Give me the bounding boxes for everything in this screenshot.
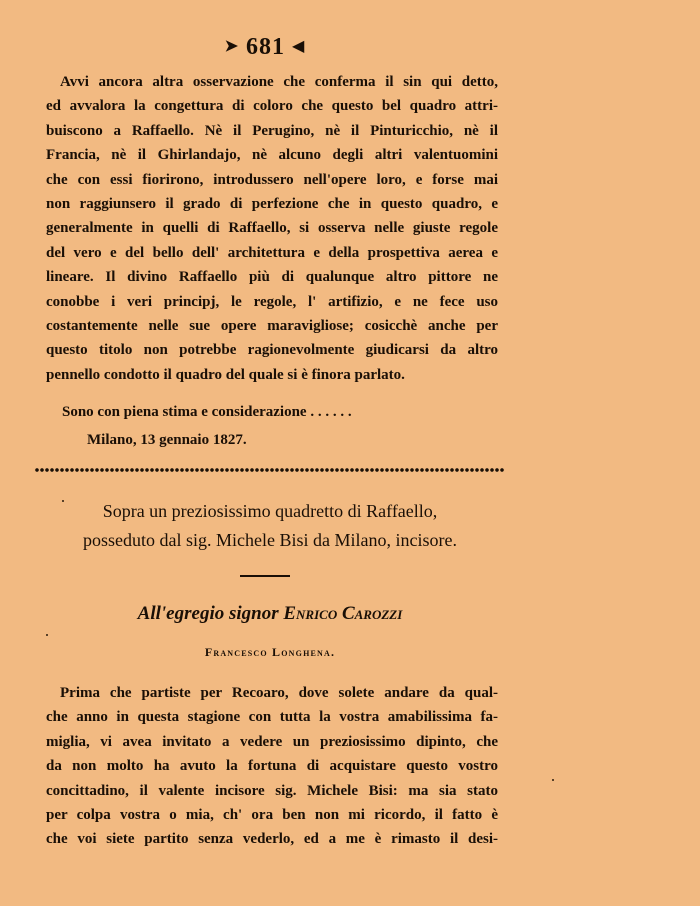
article-title-line-2: posseduto dal sig. Michele Bisi da Milano, incisore. xyxy=(83,530,457,550)
address-line xyxy=(40,600,500,628)
text-line: che con essi fiorirono, introdussero nell'opere loro, e forse mai xyxy=(46,171,498,188)
wavy-separator xyxy=(34,466,504,474)
right-ornament-icon: ◀ xyxy=(292,38,306,55)
letter-2-body xyxy=(46,681,498,852)
address-prefix: All'egregio signor xyxy=(137,603,284,624)
article-title-line-1: Sopra un preziosissimo quadretto di Raffaello, xyxy=(102,501,438,521)
text-line: miglia, vi avea invitato a vedere un preziosissimo dipinto, che xyxy=(46,733,498,750)
text-line: concittadino, il valente incisore sig. Michele Bisi: ma sia stato xyxy=(46,782,498,799)
text-line: conobbe i veri principj, le regole, l' artifizio, e ne fece uso xyxy=(46,293,498,310)
text-line: da non molto ha avuto la fortuna di acquistare questo vostro xyxy=(46,758,498,775)
section-rule xyxy=(240,575,290,577)
text-line: pennello condotto il quadro del quale si è finora parlato. xyxy=(46,366,405,383)
paper-speck xyxy=(46,634,48,636)
text-line: Prima che partiste per Recoaro, dove solete andare da qual- xyxy=(60,685,498,701)
left-ornament-icon: ➤ xyxy=(224,38,240,55)
addressee-name: Enrico Carozzi xyxy=(283,603,403,624)
letter-1-body xyxy=(46,70,498,387)
paper-speck xyxy=(552,779,554,781)
text-line: costantemente nelle sue opere maravigliose; cosicchè anche per xyxy=(46,317,498,334)
text-line: che anno in questa stagione con tutta la vostra amabilissima fa- xyxy=(46,709,498,726)
sender-name: Francesco Longhena. xyxy=(204,645,336,659)
page-header xyxy=(0,34,530,61)
text-line: non raggiunsero il grado di perfezione che in questo quadro, e xyxy=(46,195,498,212)
text-line: per colpa vostra o mia, ch' ora ben non mi ricordo, il fatto è xyxy=(46,806,498,823)
text-line: buiscono a Raffaello. Nè il Perugino, nè il Pinturicchio, nè il xyxy=(46,122,498,139)
text-line: ed avvalora la congettura di coloro che questo bel quadro attri- xyxy=(46,98,498,115)
paper-speck xyxy=(62,500,64,502)
text-line: che voi siete partito senza vederlo, ed a me è rimasto il desi- xyxy=(46,831,498,848)
text-line: del vero e del bello dell' architettura e della prospettiva aerea e xyxy=(46,244,498,261)
text-line: generalmente in quelli di Raffaello, si osserva nelle giuste regole xyxy=(46,220,498,237)
page-number: 681 xyxy=(246,34,286,60)
dateline: Milano, 13 gennaio 1827. xyxy=(87,432,247,448)
text-line: lineare. Il divino Raffaello più di qualunque altro pittore ne xyxy=(46,269,498,286)
text-line: Avvi ancora altra osservazione che conferma il sin qui detto, xyxy=(60,74,498,90)
text-line: questo titolo non potrebbe ragionevolmente giudicarsi da altro xyxy=(46,342,498,359)
text-line: Francia, nè il Ghirlandajo, nè alcuno degli altri valentuomini xyxy=(46,147,498,164)
closing-formula: Sono con piena stima e considerazione . . . . . . xyxy=(62,404,352,420)
